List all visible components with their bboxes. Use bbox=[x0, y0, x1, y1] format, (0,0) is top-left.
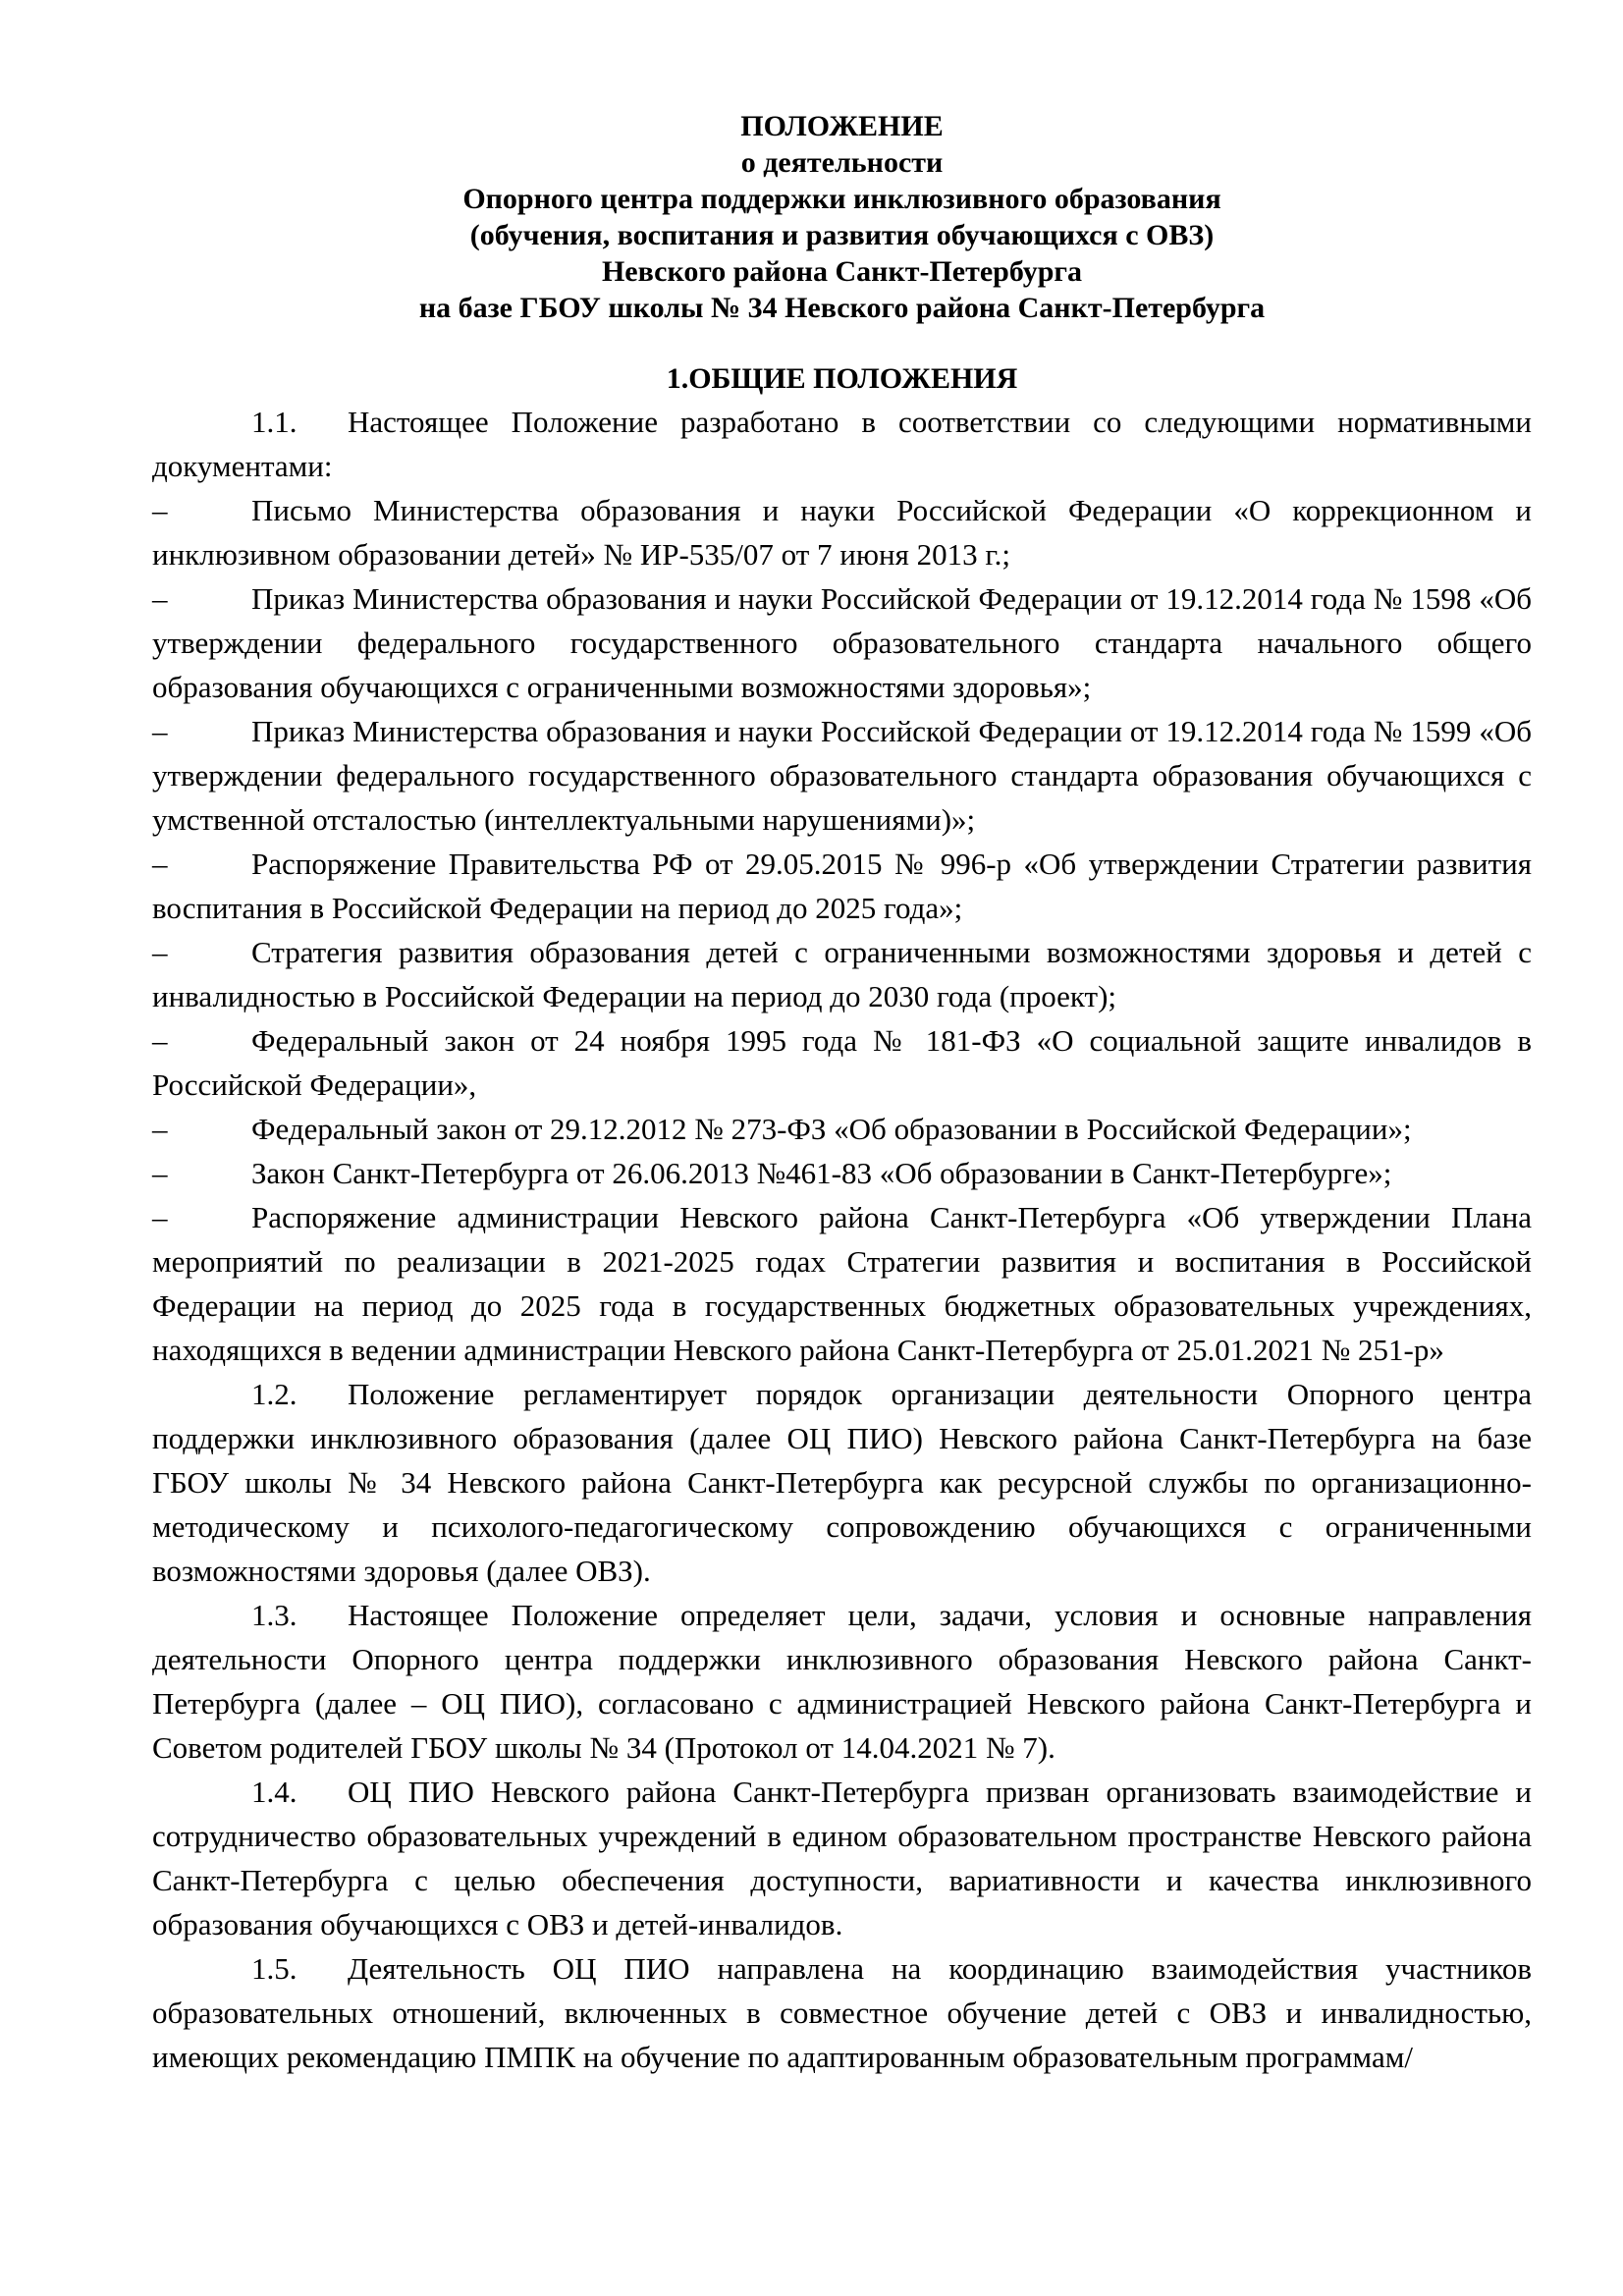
list-item-text: Письмо Министерства образования и науки Российской Федерации «О коррекционном и инклюзивном образовании детей» № ИР-535/07 от 7 июня 2013 г.; bbox=[152, 493, 1532, 572]
document-page bbox=[152, 108, 1532, 2079]
dash-bullet: – bbox=[152, 1156, 168, 1190]
document-list-item bbox=[152, 709, 1532, 842]
list-item-text: Распоряжение Правительства РФ от 29.05.2015 № 996-р «Об утверждении Стратегии развития воспитания в Российской Федерации на период до 2025 года»; bbox=[152, 847, 1532, 925]
dash-bullet: – bbox=[152, 493, 168, 527]
paragraph-text: ОЦ ПИО Невского района Санкт-Петербурга призван организовать взаимодействие и сотрудничество образовательных учреждений в едином образовательном пространстве Невского района Санкт-Петербурга с целью обеспечения доступности, вариативности и качества инклюзивного образования обучающихся с ОВЗ и детей-инвалидов. bbox=[152, 1775, 1532, 1941]
dash-bullet: – bbox=[152, 847, 168, 881]
list-item-text: Приказ Министерства образования и науки Российской Федерации от 19.12.2014 года № 1598 «Об утверждении федерального государственного образовательного стандарта начального общего образования обучающихся с ограниченными возможностями здоровья»; bbox=[152, 581, 1532, 704]
document-list-item bbox=[152, 488, 1532, 576]
document-list-item bbox=[152, 1195, 1532, 1372]
document-list-item bbox=[152, 576, 1532, 709]
section-heading: 1.ОБЩИЕ ПОЛОЖЕНИЯ bbox=[666, 362, 1018, 395]
paragraph-number: 1.5. bbox=[251, 1951, 298, 1986]
title-line-6: на базе ГБОУ школы № 34 Невского района Санкт-Петербурга bbox=[418, 292, 1266, 324]
dash-bullet: – bbox=[152, 1023, 168, 1058]
document-list-item bbox=[152, 1107, 1532, 1151]
paragraph-number: 1.2. bbox=[251, 1377, 298, 1411]
document-list-item bbox=[152, 842, 1532, 930]
document-list-item bbox=[152, 1018, 1532, 1107]
list-item-text: Закон Санкт-Петербурга от 26.06.2013 №461-83 «Об образовании в Санкт-Петербурге»; bbox=[251, 1156, 1392, 1190]
dash-bullet: – bbox=[152, 581, 168, 616]
document-list-item bbox=[152, 930, 1532, 1018]
list-item-text: Федеральный закон от 24 ноября 1995 года № 181-ФЗ «О социальной защите инвалидов в Российской Федерации», bbox=[152, 1023, 1532, 1102]
dash-bullet: – bbox=[152, 935, 168, 969]
list-item-text: Стратегия развития образования детей с ограниченными возможностями здоровья и детей с инвалидностью в Российской Федерации на период до 2030 года (проект); bbox=[152, 935, 1532, 1013]
paragraph-number: 1.4. bbox=[251, 1775, 298, 1809]
paragraph-text: Деятельность ОЦ ПИО направлена на координацию взаимодействия участников образовательных отношений, включенных в совместное обучение детей с ОВЗ и инвалидностью, имеющих рекомендацию ПМПК на обучение по адаптированным образовательным программам/ bbox=[152, 1951, 1532, 2074]
paragraph-number: 1.3. bbox=[251, 1598, 298, 1632]
title-line-3: Опорного центра поддержки инклюзивного образования bbox=[462, 183, 1221, 215]
paragraph-text: Положение регламентирует порядок организации деятельности Опорного центра поддержки инклюзивного образования (далее ОЦ ПИО) Невского района Санкт-Петербурга на базе ГБОУ школы № 34 Невского района Санкт-Петербурга как ресурсной службы по организационно-методическому и психолого-педагогическому сопровождению обучающихся с ограниченными возможностями здоровья (далее ОВЗ). bbox=[152, 1377, 1532, 1588]
paragraph-text: Настоящее Положение определяет цели, задачи, условия и основные направления деятельности Опорного центра поддержки инклюзивного образования Невского района Санкт-Петербурга (далее – ОЦ ПИО), согласовано с администрацией Невского района Санкт-Петербурга и Советом родителей ГБОУ школы № 34 (Протокол от 14.04.2021 № 7). bbox=[152, 1598, 1532, 1765]
dash-bullet: – bbox=[152, 1200, 168, 1234]
list-item-text: Приказ Министерства образования и науки Российской Федерации от 19.12.2014 года № 1599 «Об утверждении федерального государственного образовательного стандарта образования обучающихся с умственной отсталостью (интеллектуальными нарушениями)»; bbox=[152, 714, 1532, 837]
paragraph-1-2 bbox=[152, 1372, 1532, 1593]
dash-bullet: – bbox=[152, 1112, 168, 1146]
paragraph-1-4 bbox=[152, 1770, 1532, 1946]
paragraph-number: 1.1. bbox=[251, 405, 298, 439]
document-list-item bbox=[152, 1151, 1532, 1195]
document-title bbox=[152, 108, 1532, 326]
title-line-1: ПОЛОЖЕНИЕ bbox=[740, 110, 944, 142]
list-item-text: Федеральный закон от 29.12.2012 № 273-ФЗ «Об образовании в Российской Федерации»; bbox=[251, 1112, 1412, 1146]
list-item-text: Распоряжение администрации Невского района Санкт-Петербурга «Об утверждении Плана мероприятий по реализации в 2021-2025 годах Стратегии развития и воспитания в Российской Федерации на период до 2025 года в государственных бюджетных образовательных учреждениях, находящихся в ведении администрации Невского района Санкт-Петербурга от 25.01.2021 № 251-р» bbox=[152, 1200, 1532, 1367]
title-line-2: о деятельности bbox=[740, 146, 944, 179]
paragraph-1-5 bbox=[152, 1946, 1532, 2079]
title-line-5: Невского района Санкт-Петербурга bbox=[601, 255, 1083, 288]
paragraph-1-3 bbox=[152, 1593, 1532, 1770]
title-line-4: (обучения, воспитания и развития обучающихся с ОВЗ) bbox=[469, 219, 1215, 251]
paragraph-1-1 bbox=[152, 400, 1532, 488]
paragraph-text: Настоящее Положение разработано в соответствии со следующими нормативными документами: bbox=[152, 405, 1532, 483]
dash-bullet: – bbox=[152, 714, 168, 748]
